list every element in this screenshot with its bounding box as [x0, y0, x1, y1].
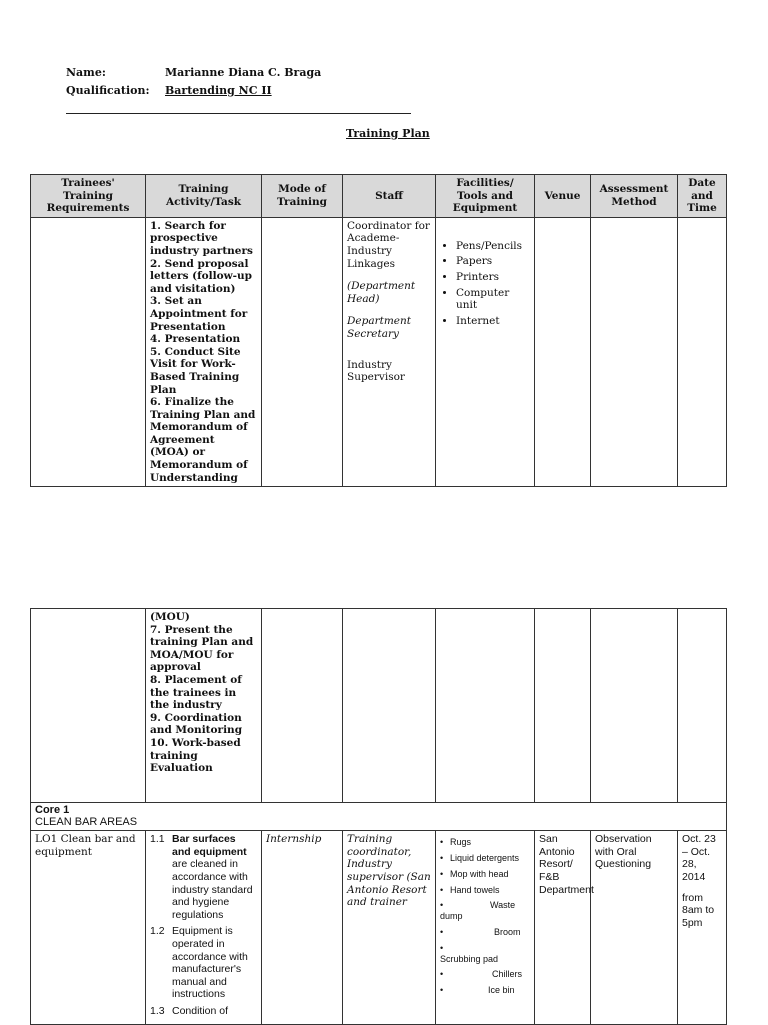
cell-mode: Internship	[262, 831, 343, 1024]
list-item: • Hand towels	[440, 884, 500, 895]
date-range: Oct. 23 – Oct. 28, 2014	[682, 833, 716, 883]
cell-assessment: Observation with Oral Questioning	[591, 831, 678, 1024]
cell-staff	[343, 217, 436, 486]
qualification-value: Bartending NC II	[165, 84, 272, 97]
col-header-date: Date and Time	[678, 175, 727, 218]
list-item: • Rugs	[440, 837, 472, 848]
qualification-label: Qualification:	[66, 84, 150, 97]
col-header-requirements: Trainees' Training Requirements	[31, 175, 146, 218]
list-item: • Scrubbing pad	[440, 942, 499, 964]
list-item: • Pens/Pencils	[456, 240, 530, 253]
plan-title: Training Plan	[346, 127, 430, 140]
staff-supervisor: Industry Supervisor	[347, 358, 405, 384]
col-header-activity: Training Activity/Task	[146, 175, 262, 218]
table-header-row	[31, 175, 727, 218]
name-value: Marianne Diana C. Braga	[165, 66, 322, 79]
cell-date	[678, 609, 727, 803]
cell-mode	[262, 609, 343, 803]
list-item: • Printers	[456, 271, 530, 284]
cell-venue	[535, 217, 591, 486]
cell-date	[678, 217, 727, 486]
training-plan-table-1	[30, 174, 727, 487]
table-row	[31, 831, 727, 1024]
cell-equipment	[436, 831, 535, 1024]
core-title: CLEAN BAR AREAS	[35, 816, 138, 829]
core-title-cell	[31, 803, 727, 831]
cell-requirements: LO1 Clean bar and equipment	[31, 831, 146, 1024]
cell-facilities	[436, 609, 535, 803]
name-label: Name:	[66, 66, 106, 79]
criterion-1-3: 1.3 Condition of	[150, 1004, 229, 1017]
list-item: • Broom	[440, 926, 521, 937]
list-item: • Mop with head	[440, 868, 509, 879]
cell-date	[678, 831, 727, 1024]
cell-criteria	[146, 831, 262, 1024]
list-item: • Liquid detergents	[440, 852, 520, 863]
col-header-venue: Venue	[535, 175, 591, 218]
cell-staff	[343, 609, 436, 803]
time-range: from 8am to 5pm	[682, 891, 715, 929]
cell-venue: San Antonio Resort/ F&B Department	[535, 831, 591, 1024]
list-item: • Internet	[456, 315, 530, 328]
list-item: • Chillers	[440, 969, 523, 980]
core-row	[31, 803, 727, 831]
cell-assessment	[591, 217, 678, 486]
training-plan-table-2	[30, 608, 727, 1025]
col-header-assessment: Assessment Method	[591, 175, 678, 218]
criterion-1-2: 1.2 Equipment is operated in accordance with manufacturer's manual and instructions	[150, 925, 248, 1001]
cell-activities: 1. Search for prospective industry partners 2. Send proposal letters (follow-up and visitation) 3. Set an Appointment for Presentation 4. Presentation 5. Conduct Site Visit for Work-Based Training Plan 6. Finalize the Training Plan and Memorandum of Agreement (MOA) or Memorandum of Understanding	[146, 217, 262, 486]
cell-facilities	[436, 217, 535, 486]
list-item: • Ice bin	[440, 985, 515, 996]
cell-requirements	[31, 609, 146, 803]
col-header-mode: Mode of Training	[262, 175, 343, 218]
cell-venue	[535, 609, 591, 803]
cell-assessment	[591, 609, 678, 803]
cell-mode	[262, 217, 343, 486]
col-header-staff: Staff	[343, 175, 436, 218]
criterion-1-1: 1.1 Bar surfaces and equipment are cleaned in accordance with industry standard and hygiene regulations	[150, 833, 253, 921]
col-header-facilities: Facilities/ Tools and Equipment	[436, 175, 535, 218]
list-item: • Waste dump	[440, 900, 516, 922]
core-number: Core 1	[35, 804, 70, 816]
header-divider	[66, 113, 411, 114]
staff-department-head: (Department Head)	[347, 280, 416, 305]
table-row	[31, 609, 727, 803]
table-row	[31, 217, 727, 486]
cell-staff: Training coordinator, Industry supervisor (San Antonio Resort and trainer	[343, 831, 436, 1024]
cell-activities: (MOU) 7. Present the training Plan and MOA/MOU for approval 8. Placement of the trainees in the industry 9. Coordination and Monitoring 10. Work-based training Evaluation	[146, 609, 262, 803]
list-item: • Computer unit	[456, 287, 530, 312]
staff-secretary: Department Secretary	[347, 315, 412, 340]
list-item: • Papers	[456, 255, 530, 268]
staff-coordinator: Coordinator for Academe-Industry Linkages	[347, 219, 430, 270]
cell-requirements	[31, 217, 146, 486]
